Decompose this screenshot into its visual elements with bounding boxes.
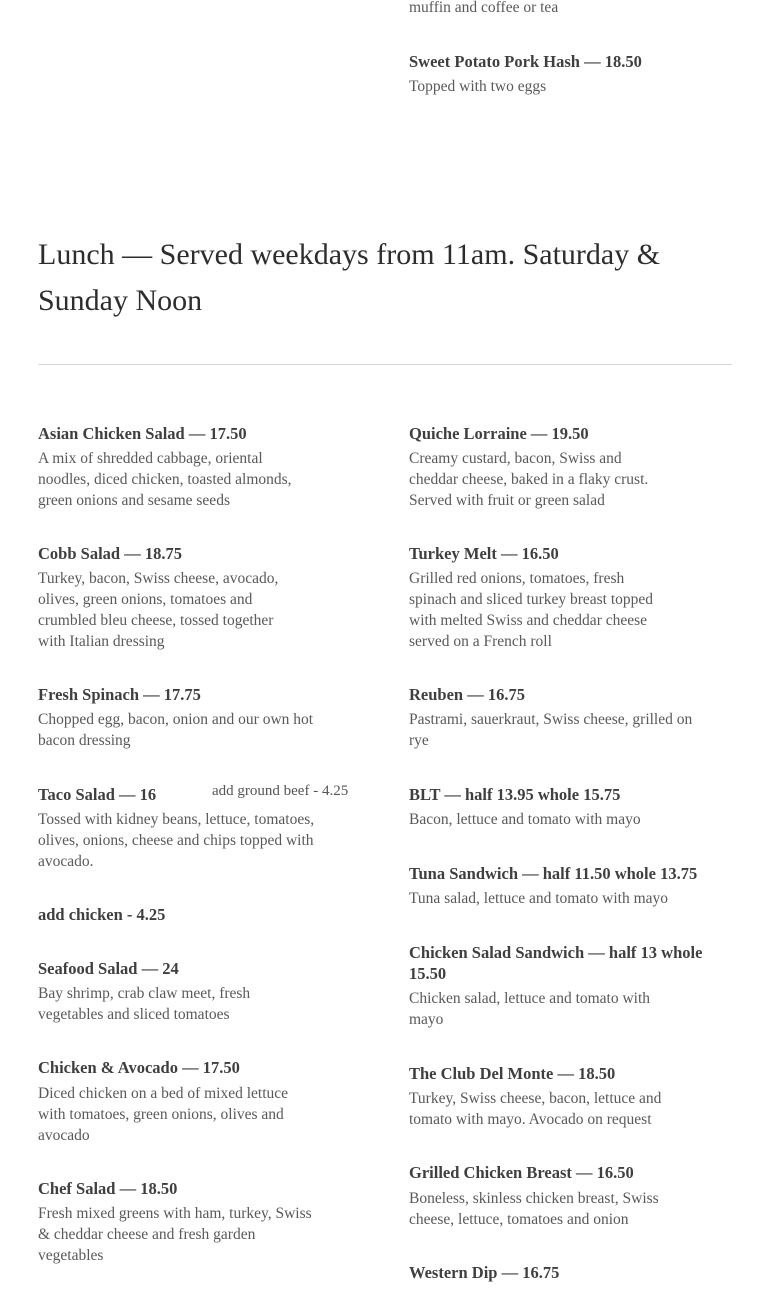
menu-item-description: Grilled red onions, tomatoes, fresh spinach and sliced turkey breast topped with melted Swiss and cheddar cheese served on a French roll [409, 570, 654, 650]
menu-item-name: Cobb Salad — 18.75 [38, 544, 182, 563]
menu-item-description: Fresh mixed greens with ham, turkey, Swiss & cheddar cheese and fresh garden vegetables [38, 1205, 312, 1264]
menu-item-name: Tuna Sandwich — half 11.50 whole 13.75 [409, 864, 698, 883]
menu-item-name: Quiche Lorraine — 19.50 [409, 424, 589, 443]
menu-item-name: Chef Salad — 18.50 [38, 1179, 178, 1198]
menu-item-description: Tossed with kidney beans, lettuce, tomatoes, olives, onions, cheese and chips topped with avocado. [38, 811, 315, 870]
menu-item-description: Turkey, bacon, Swiss cheese, avocado, olives, green onions, tomatoes and crumbled bleu cheese, tossed together with Italian dressing [38, 570, 279, 650]
menu-item-name: Western Dip — 16.75 [409, 1263, 560, 1282]
menu-item-description: Tuna salad, lettuce and tomato with mayo [409, 890, 669, 907]
menu-item-description: A mix of shredded cabbage, oriental noodles, diced chicken, toasted almonds, green onions and sesame seeds [38, 450, 292, 509]
section-divider [38, 364, 732, 365]
section-heading-lunch: Lunch — Served weekdays from 11am. Saturday & Sunday Noon [38, 238, 661, 317]
menu-item-description: Bay shrimp, crab claw meet, fresh vegetables and sliced tomatoes [38, 985, 251, 1023]
menu-item-description: Diced chicken on a bed of mixed lettuce with tomatoes, green onions, olives and avocado [38, 1085, 289, 1144]
menu-item-addon: add ground beef - 4.25 [212, 783, 349, 799]
menu-item-description: Topped with two eggs [409, 78, 547, 95]
menu-item-description: Pastrami, sauerkraut, Swiss cheese, grilled on rye [409, 711, 693, 749]
menu-item-name: Turkey Melt — 16.50 [409, 544, 559, 563]
menu-item-description: Bacon, lettuce and tomato with mayo [409, 811, 641, 828]
menu-item-name: BLT — half 13.95 whole 15.75 [409, 785, 621, 804]
menu-item-name: The Club Del Monte — 18.50 [409, 1064, 616, 1083]
menu-item-name: Taco Salad — 16 [38, 785, 157, 804]
menu-item-description: Turkey, Swiss cheese, bacon, lettuce and tomato with mayo. Avocado on request [409, 1090, 662, 1128]
menu-item-name: Fresh Spinach — 17.75 [38, 685, 201, 704]
menu-item-addon-name: add chicken - 4.25 [38, 905, 166, 924]
menu-item-name: Grilled Chicken Breast — 16.50 [409, 1163, 634, 1182]
menu-item-name: Chicken Salad Sandwich — half 13 whole 15.50 [409, 943, 703, 983]
menu-item-description: Creamy custard, bacon, Swiss and cheddar cheese, baked in a flaky crust. Served with fruit or green salad [409, 450, 649, 509]
partial-description: muffin and coffee or tea [409, 0, 559, 16]
menu-item-name: Asian Chicken Salad — 17.50 [38, 424, 247, 443]
menu-item-description: Boneless, skinless chicken breast, Swiss cheese, lettuce, tomatoes and onion [409, 1190, 659, 1228]
menu-item-name: Sweet Potato Pork Hash — 18.50 [409, 52, 642, 71]
menu-item-description: Chopped egg, bacon, onion and our own hot bacon dressing [38, 711, 314, 749]
menu-item-name: Seafood Salad — 24 [38, 959, 179, 978]
menu-item-name: Reuben — 16.75 [409, 685, 525, 704]
menu-item-description: Chicken salad, lettuce and tomato with mayo [409, 990, 651, 1028]
menu-item-name: Chicken & Avocado — 17.50 [38, 1058, 240, 1077]
